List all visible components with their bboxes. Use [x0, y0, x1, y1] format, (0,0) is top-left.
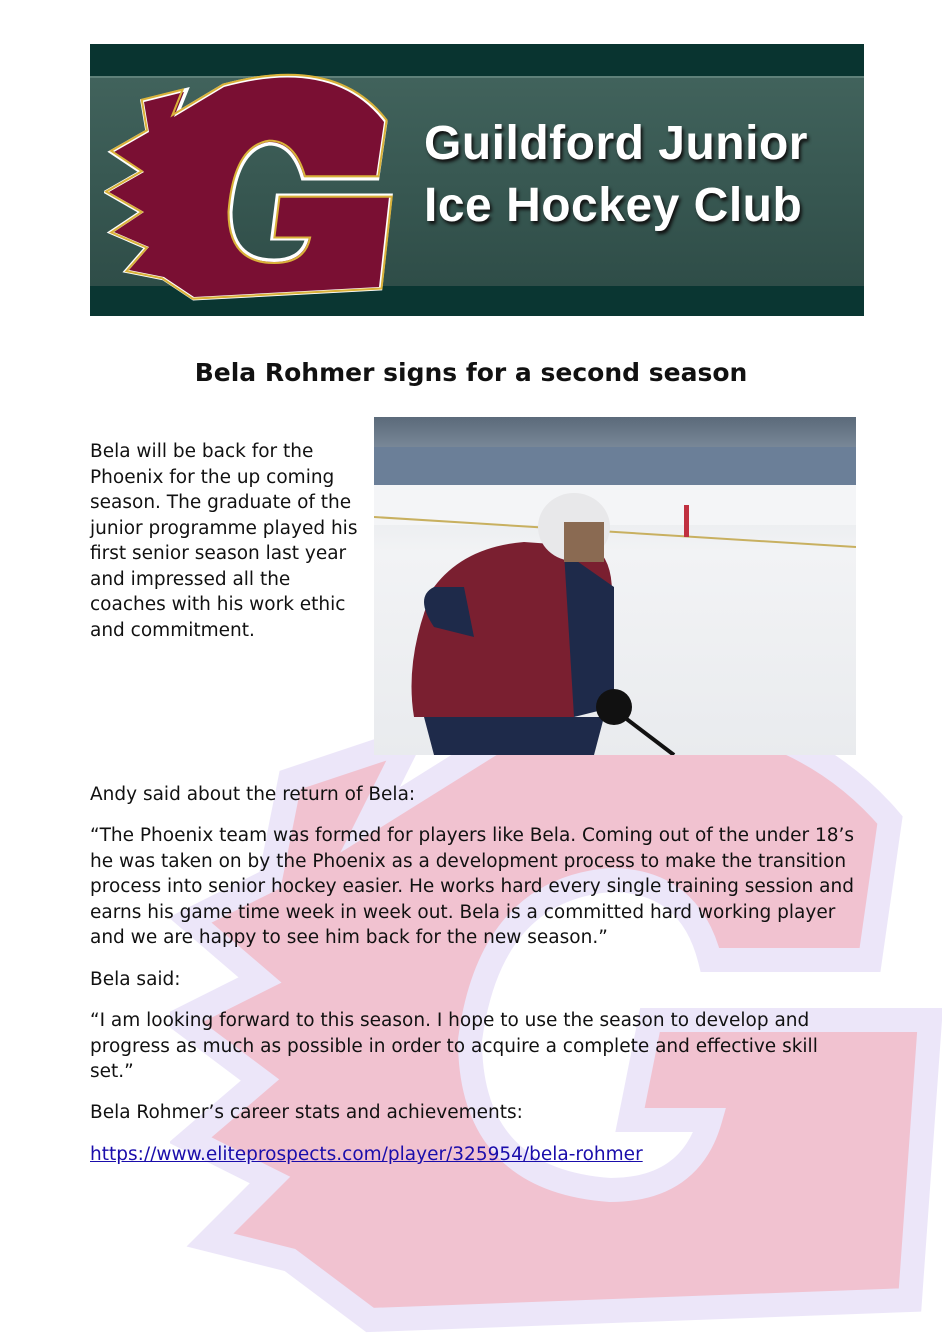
andy-quote: “The Phoenix team was formed for players like Bela. Coming out of the under 18’s he was taken on by the Phoenix as a development process to make the transition process into senior hockey easier. He works hard every single training session and earns his game time week in week out. Bela is a committed hard working player and we are happy to see him back for the new season.” [90, 825, 855, 948]
andy-intro: Andy said about the return of Bela: [90, 784, 416, 805]
bela-quote: “I am looking forward to this season. I hope to use the season to develop and progress as much as possible in order to acquire a complete and effective skill set.” [90, 1010, 818, 1082]
article-title: Bela Rohmer signs for a second season [194, 358, 748, 387]
banner-title-line1: Guildford Junior [424, 117, 808, 170]
intro-paragraph: Bela will be back for the Phoenix for the up coming season. The graduate of the junior programme played his first senior season last year and impressed all the coaches with his work ethic and commitment. [90, 441, 358, 641]
banner-title-line2: Ice Hockey Club [424, 179, 803, 232]
stats-link[interactable]: https://www.eliteprospects.com/player/325954/bela-rohmer [90, 1144, 643, 1165]
player-photo [374, 417, 856, 755]
stats-intro: Bela Rohmer’s career stats and achievements: [90, 1102, 523, 1123]
club-banner [90, 44, 864, 316]
club-logo-icon [104, 62, 394, 302]
bela-intro: Bela said: [90, 969, 181, 990]
